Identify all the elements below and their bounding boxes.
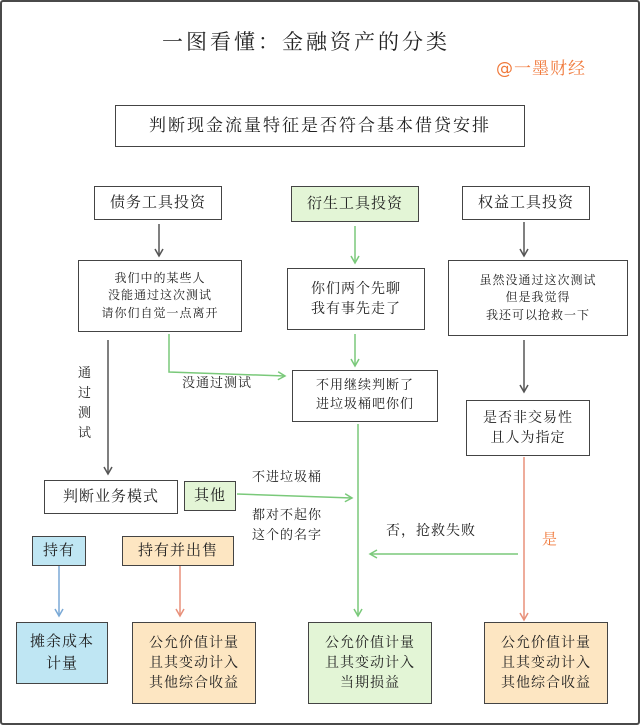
business-model-label: 判断业务模式 [62,487,159,506]
category-derivative [291,186,419,222]
hold-model-label: 持有 [42,541,75,560]
amortized-line-2: 计量 [45,654,78,672]
no-rescue-label: 否，抢救失败 [386,523,476,539]
category-debt [94,186,222,220]
note-equity [448,260,628,336]
note-debt-line-3: 请你们自觉一点离开 [101,305,219,320]
note-debt [78,260,242,332]
result-fvoci-equity [484,622,608,704]
sorry-note [252,506,322,546]
pass-test-label [78,364,92,445]
dumpster-box [292,370,438,422]
pass-test-char-2: 过 [78,386,93,402]
no-dumpster-note: 不进垃圾桶 [252,470,323,485]
arrow-fail-test-to-dumpster [169,334,285,376]
other-model-box [184,481,236,511]
criterion-text: 判断现金流量特征是否符合基本借贷安排 [149,115,491,136]
category-debt-label: 债务工具投资 [109,193,206,212]
fvtpl-line-1: 公允价值计量 [325,634,415,651]
non-trading-question-box [466,400,590,456]
result-fvoci-debt [132,622,256,704]
result-fvtpl [308,622,432,704]
sorry-note-line-1: 都对不起你 [252,508,323,523]
question-line-2: 且人为指定 [490,430,566,446]
sorry-note-line-2: 这个的名字 [252,528,323,544]
note-derivative-line-1: 你们两个先聊 [311,280,401,297]
watermark: @一墨财经 [496,59,586,79]
dumpster-line-1: 不用继续判断了 [315,378,414,394]
fail-test-label: 没通过测试 [182,376,253,391]
page-title: 一图看懂：金融资产的分类 [162,30,450,54]
note-equity-line-3: 我还可以抢救一下 [485,307,590,322]
fvoci-equity-line-1: 公允价值计量 [501,634,591,651]
yes-label: 是 [542,530,559,548]
fvoci-equity-line-3: 其他综合收益 [501,675,591,692]
fvoci-debt-line-3: 其他综合收益 [149,675,239,692]
note-derivative [287,268,425,330]
hold-and-sell-model-box [122,536,234,566]
business-model-box [44,480,178,514]
fvoci-debt-line-2: 且其变动计入 [149,654,239,671]
hold-and-sell-model-label: 持有并出售 [137,541,218,560]
arrow-other-to-fvtpl [237,494,352,498]
other-model-label: 其他 [193,486,226,505]
fvoci-equity-line-2: 且其变动计入 [501,654,591,671]
fvoci-debt-line-1: 公允价值计量 [149,634,239,651]
note-debt-line-1: 我们中的某些人 [114,270,206,285]
criterion-box [115,105,525,147]
fvtpl-line-3: 当期损益 [340,675,400,692]
amortized-line-1: 摊余成本 [29,632,94,651]
pass-test-char-3: 测 [78,406,93,422]
note-debt-line-2: 没能通过这次测试 [107,288,212,303]
pass-test-char-4: 试 [78,426,93,442]
pass-test-char-1: 通 [78,366,93,381]
fvtpl-line-2: 且其变动计入 [325,654,415,671]
note-equity-line-1: 虽然没通过这次测试 [479,272,597,287]
note-derivative-line-2: 我有事先走了 [311,301,401,317]
category-equity-label: 权益工具投资 [477,193,574,212]
category-equity [462,186,590,220]
result-amortized-cost [16,622,108,684]
dumpster-line-2: 进垃圾桶吧你们 [315,397,414,412]
note-equity-line-2: 但是我觉得 [505,290,571,305]
question-line-1: 是否非交易性 [483,409,573,426]
hold-model-box [32,536,86,566]
category-derivative-label: 衍生工具投资 [306,194,403,213]
